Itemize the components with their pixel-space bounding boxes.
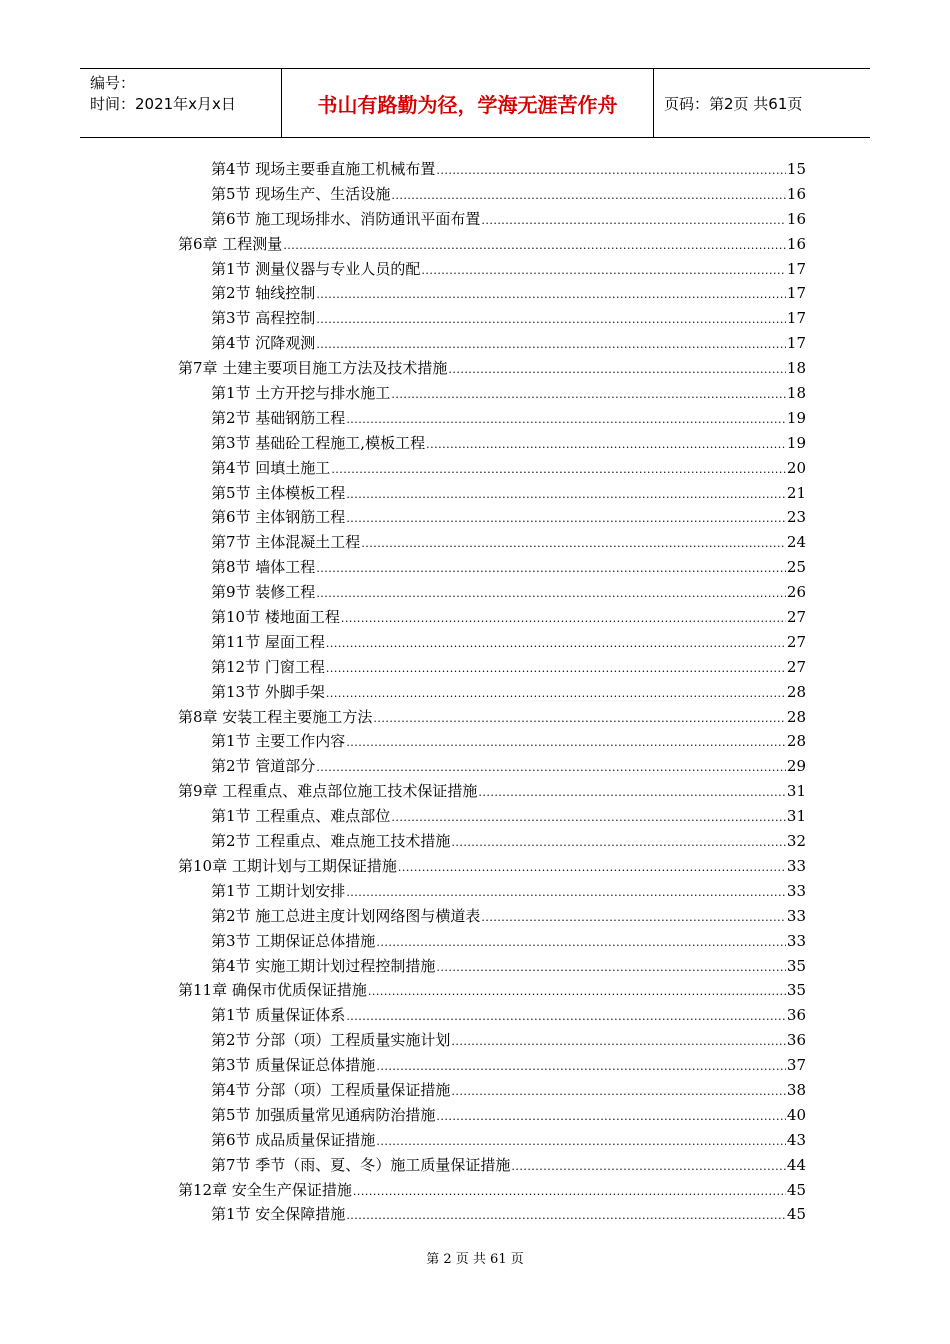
toc-page-number: 35: [786, 981, 806, 1000]
toc-leader-dots: [361, 537, 786, 550]
toc-leader-dots: [316, 562, 786, 575]
toc-section-entry[interactable]: [178, 830, 806, 855]
toc-section-entry[interactable]: [178, 656, 806, 681]
toc-section-entry[interactable]: [178, 208, 806, 233]
toc-leader-dots: [326, 637, 786, 650]
toc-leader-dots: [341, 612, 786, 625]
toc-leader-dots: [353, 1185, 786, 1198]
toc-entry-title: 第10节 楼地面工程: [211, 608, 340, 627]
toc-section-entry[interactable]: [178, 482, 806, 507]
toc-section-entry[interactable]: [178, 282, 806, 307]
toc-page-number: 21: [786, 483, 806, 502]
toc-leader-dots: [346, 488, 786, 501]
toc-page-number: 24: [786, 533, 806, 552]
toc-entry-title: 第6节 主体钢筋工程: [211, 508, 346, 527]
toc-entry-title: 第5节 现场生产、生活设施: [211, 184, 391, 203]
toc-entry-title: 第1节 质量保证体系: [211, 1006, 346, 1025]
toc-leader-dots: [448, 363, 786, 376]
toc-section-entry[interactable]: [178, 1079, 806, 1104]
toc-page-number: 40: [786, 1105, 806, 1124]
toc-section-entry[interactable]: [178, 432, 806, 457]
toc-leader-dots: [391, 388, 786, 401]
toc-entry-title: 第9章 工程重点、难点部位施工技术保证措施: [178, 782, 478, 801]
toc-leader-dots: [346, 1209, 786, 1222]
toc-page-number: 15: [786, 160, 806, 178]
toc-leader-dots: [426, 438, 786, 451]
toc-section-entry[interactable]: [178, 1029, 806, 1054]
toc-leader-dots: [398, 861, 786, 874]
toc-entry-title: 第1节 安全保障措施: [211, 1205, 346, 1224]
toc-entry-title: 第5节 主体模板工程: [211, 483, 346, 502]
toc-chapter-entry[interactable]: [178, 233, 806, 258]
toc-entry-title: 第3节 质量保证总体措施: [211, 1056, 376, 1075]
toc-leader-dots: [368, 985, 786, 998]
toc-leader-dots: [346, 512, 786, 525]
toc-section-entry[interactable]: [178, 183, 806, 208]
toc-leader-dots: [331, 463, 786, 476]
toc-page-number: 32: [786, 832, 806, 851]
toc-leader-dots: [451, 836, 786, 849]
toc-leader-dots: [326, 687, 786, 700]
toc-leader-dots: [451, 1085, 786, 1098]
toc-entry-title: 第2节 基础钢筋工程: [211, 408, 346, 427]
document-number-label: 编号：: [90, 74, 136, 92]
toc-page-number: 38: [786, 1080, 806, 1099]
toc-section-entry[interactable]: [178, 880, 806, 905]
toc-page-number: 28: [786, 707, 806, 726]
toc-entry-title: 第3节 高程控制: [211, 309, 316, 328]
toc-leader-dots: [481, 214, 786, 227]
toc-leader-dots: [376, 1135, 786, 1148]
toc-section-entry[interactable]: [178, 506, 806, 531]
toc-page-number: 44: [786, 1155, 806, 1174]
toc-chapter-entry[interactable]: [178, 979, 806, 1004]
toc-chapter-entry[interactable]: [178, 855, 806, 880]
toc-entry-title: 第5节 加强质量常见通病防治措施: [211, 1105, 436, 1124]
toc-entry-title: 第6章 工程测量: [178, 234, 283, 253]
toc-section-entry[interactable]: [178, 531, 806, 556]
toc-leader-dots: [436, 1110, 786, 1123]
page-footer: 第 2 页 共 61 页: [426, 1252, 524, 1267]
toc-page-number: 19: [786, 408, 806, 427]
toc-page-number: 28: [786, 682, 806, 701]
toc-section-entry[interactable]: [178, 905, 806, 930]
toc-page-number: 18: [786, 384, 806, 403]
toc-entry-title: 第2节 工程重点、难点施工技术措施: [211, 832, 451, 851]
toc-chapter-entry[interactable]: [178, 1179, 806, 1204]
toc-entry-title: 第10章 工期计划与工期保证措施: [178, 856, 397, 875]
toc-page-number: 27: [786, 657, 806, 676]
toc-entry-title: 第7章 土建主要项目施工方法及技术措施: [178, 359, 448, 378]
toc-entry-title: 第3节 基础砼工程施工,模板工程: [211, 433, 426, 452]
toc-entry-title: 第2节 分部（项）工程质量实施计划: [211, 1031, 451, 1050]
toc-page-number: 17: [786, 259, 806, 278]
toc-leader-dots: [376, 936, 786, 949]
toc-page-number: 28: [786, 732, 806, 751]
toc-section-entry[interactable]: [178, 1203, 806, 1228]
toc-chapter-entry[interactable]: [178, 357, 806, 382]
toc-leader-dots: [436, 961, 786, 974]
toc-leader-dots: [346, 1010, 786, 1023]
toc-entry-title: 第12节 门窗工程: [211, 657, 325, 676]
toc-page-number: 27: [786, 632, 806, 651]
toc-entry-title: 第6节 成品质量保证措施: [211, 1130, 376, 1149]
toc-page-number: 17: [786, 284, 806, 303]
toc-entry-title: 第2节 轴线控制: [211, 284, 316, 303]
toc-entry-title: 第7节 主体混凝土工程: [211, 533, 361, 552]
toc-leader-dots: [376, 1060, 786, 1073]
toc-entry-title: 第4节 沉降观测: [211, 334, 316, 353]
toc-entry-title: 第4节 分部（项）工程质量保证措施: [211, 1080, 451, 1099]
toc-entry-title: 第13节 外脚手架: [211, 682, 325, 701]
toc-entry-title: 第11节 屋面工程: [211, 632, 325, 651]
toc-page-number: 36: [786, 1031, 806, 1050]
toc-section-entry[interactable]: [178, 930, 806, 955]
toc-leader-dots: [391, 811, 786, 824]
toc-page-number: 31: [786, 782, 806, 801]
toc-page-number: 45: [786, 1205, 806, 1224]
toc-entry-title: 第1节 土方开挖与排水施工: [211, 384, 391, 403]
toc-page-number: 26: [786, 583, 806, 602]
toc-entry-title: 第1节 测量仪器与专业人员的配: [211, 259, 421, 278]
toc-entry-title: 第1节 工程重点、难点部位: [211, 807, 391, 826]
toc-leader-dots: [346, 736, 786, 749]
toc-page-number: 29: [786, 757, 806, 776]
toc-entry-title: 第8章 安装工程主要施工方法: [178, 707, 373, 726]
toc-section-entry[interactable]: [178, 1054, 806, 1079]
toc-leader-dots: [451, 1035, 786, 1048]
toc-page-number: 33: [786, 856, 806, 875]
toc-entry-title: 第4节 实施工期计划过程控制措施: [211, 956, 436, 975]
toc-entry-title: 第4节 回填土施工: [211, 458, 331, 477]
toc-section-entry[interactable]: [178, 606, 806, 631]
toc-section-entry[interactable]: [178, 581, 806, 606]
toc-entry-title: 第6节 施工现场排水、消防通讯平面布置: [211, 209, 481, 228]
toc-page-number: 17: [786, 334, 806, 353]
table-of-contents: [178, 158, 806, 1228]
toc-section-entry[interactable]: [178, 730, 806, 755]
toc-section-entry[interactable]: [178, 805, 806, 830]
toc-page-number: 33: [786, 931, 806, 950]
toc-entry-title: 第11章 确保市优质保证措施: [178, 981, 367, 1000]
toc-leader-dots: [421, 264, 786, 277]
toc-section-entry[interactable]: [178, 332, 806, 357]
toc-entry-title: 第7节 季节（雨、夏、冬）施工质量保证措施: [211, 1155, 511, 1174]
toc-leader-dots: [316, 313, 786, 326]
toc-leader-dots: [511, 1160, 786, 1173]
toc-page-number: 18: [786, 359, 806, 378]
toc-page-number: 33: [786, 881, 806, 900]
toc-section-entry[interactable]: [178, 1104, 806, 1129]
toc-leader-dots: [478, 786, 786, 799]
toc-section-entry[interactable]: [178, 955, 806, 980]
toc-page-number: 20: [786, 458, 806, 477]
toc-page-number: 37: [786, 1056, 806, 1075]
toc-section-entry[interactable]: [178, 755, 806, 780]
toc-page-number: 36: [786, 1006, 806, 1025]
toc-section-entry[interactable]: [178, 258, 806, 283]
toc-entry-title: 第1节 工期计划安排: [211, 881, 346, 900]
toc-entry-title: 第1节 主要工作内容: [211, 732, 346, 751]
toc-leader-dots: [316, 587, 786, 600]
toc-section-entry[interactable]: [178, 1129, 806, 1154]
toc-leader-dots: [316, 288, 786, 301]
toc-page-number: 35: [786, 956, 806, 975]
document-time: 时间：2021年x月x日: [90, 95, 236, 113]
toc-page-number: 45: [786, 1180, 806, 1199]
toc-leader-dots: [316, 761, 786, 774]
toc-page-number: 16: [786, 209, 806, 228]
toc-section-entry[interactable]: [178, 681, 806, 706]
toc-section-entry[interactable]: [178, 307, 806, 332]
toc-leader-dots: [373, 712, 786, 725]
toc-page-number: 19: [786, 433, 806, 452]
toc-chapter-entry[interactable]: [178, 706, 806, 731]
toc-page-number: 33: [786, 906, 806, 925]
toc-page-number: 17: [786, 309, 806, 328]
toc-page-number: 31: [786, 807, 806, 826]
toc-page-number: 27: [786, 608, 806, 627]
header-page-info: 页码：第2页 共61页: [664, 94, 803, 113]
toc-leader-dots: [481, 911, 786, 924]
toc-section-entry[interactable]: [178, 457, 806, 482]
toc-leader-dots: [346, 413, 786, 426]
toc-entry-title: 第9节 装修工程: [211, 583, 316, 602]
toc-section-entry[interactable]: [178, 1154, 806, 1179]
toc-page-number: 25: [786, 558, 806, 577]
toc-section-entry[interactable]: [178, 556, 806, 581]
page-header: [80, 68, 870, 138]
toc-page-number: 16: [786, 184, 806, 203]
toc-leader-dots: [391, 189, 786, 202]
header-meta: [80, 69, 282, 137]
toc-leader-dots: [346, 886, 786, 899]
toc-entry-title: 第3节 工期保证总体措施: [211, 931, 376, 950]
toc-page-number: 23: [786, 508, 806, 527]
toc-page-number: 16: [786, 234, 806, 253]
toc-section-entry[interactable]: [178, 631, 806, 656]
toc-entry-title: 第8节 墙体工程: [211, 558, 316, 577]
header-motto: 书山有路勤为径，学海无涯苦作舟: [282, 69, 654, 137]
toc-leader-dots: [316, 338, 786, 351]
toc-chapter-entry[interactable]: [178, 780, 806, 805]
toc-entry-title: 第2节 管道部分: [211, 757, 316, 776]
toc-page-number: 43: [786, 1130, 806, 1149]
toc-entry-title: 第2节 施工总进主度计划网络图与横道表: [211, 906, 481, 925]
toc-leader-dots: [283, 239, 786, 252]
toc-section-entry[interactable]: [178, 1004, 806, 1029]
toc-entry-title: 第12章 安全生产保证措施: [178, 1180, 352, 1199]
toc-section-entry[interactable]: [178, 158, 806, 183]
toc-leader-dots: [436, 164, 786, 177]
toc-leader-dots: [326, 662, 786, 675]
toc-entry-title: 第4节 现场主要垂直施工机械布置: [211, 160, 436, 178]
toc-section-entry[interactable]: [178, 407, 806, 432]
toc-section-entry[interactable]: [178, 382, 806, 407]
